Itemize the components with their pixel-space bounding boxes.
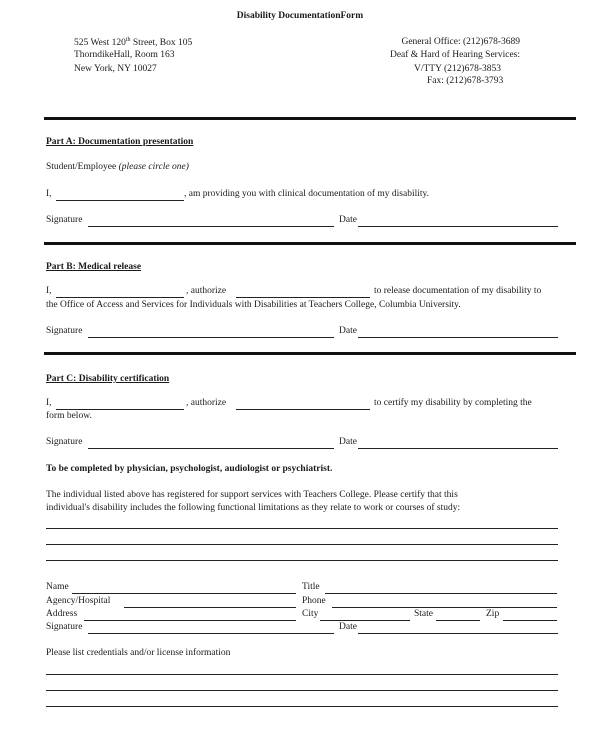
part-b-line2: the Office of Access and Services for Individuals with Disabilities at Teachers College, Columbia University. bbox=[46, 300, 461, 310]
general-office: General Office: (212)678-3689 bbox=[401, 37, 520, 47]
part-a-statement: , am providing you with clinical documentation of my disability. bbox=[184, 189, 430, 199]
part-c-signature-label: Signature bbox=[46, 437, 83, 447]
part-c-heading: Part C: Disability certification bbox=[46, 374, 170, 384]
name-label: Name bbox=[46, 582, 69, 592]
agency-label: Agency/Hospital bbox=[46, 596, 111, 606]
part-c-name-prefix: I, bbox=[46, 398, 52, 408]
part-b-authorize-field[interactable] bbox=[236, 287, 370, 298]
part-b-date-field[interactable] bbox=[358, 327, 558, 338]
phone-field[interactable] bbox=[332, 597, 557, 608]
address-room: ThorndikeHall, Room 163 bbox=[74, 50, 175, 60]
part-b-name-prefix: I, bbox=[46, 286, 52, 296]
limitations-line[interactable] bbox=[46, 560, 558, 561]
phone-label: Phone bbox=[302, 596, 326, 606]
part-c-authorize-field[interactable] bbox=[236, 399, 370, 410]
part-a-date-field[interactable] bbox=[358, 216, 558, 227]
divider bbox=[44, 352, 576, 355]
credentials-line[interactable] bbox=[46, 674, 558, 675]
physician-date-field[interactable] bbox=[358, 623, 558, 634]
part-a-signature-label: Signature bbox=[46, 215, 83, 225]
physician-para-1: The individual listed above has registered for support services with Teachers College. Please certify that this bbox=[46, 490, 458, 500]
physician-heading: To be completed by physician, psychologist, audiologist or psychiatrist. bbox=[46, 464, 333, 474]
address-street: 525 West 120th Street, Box 105 bbox=[74, 37, 193, 49]
part-a-date-label: Date bbox=[339, 215, 357, 225]
part-b-authorize: , authorize bbox=[186, 286, 227, 296]
part-c-line2: form below. bbox=[46, 411, 92, 421]
title-label: Title bbox=[302, 582, 320, 592]
deaf-services: Deaf & Hard of Hearing Services: bbox=[389, 50, 520, 60]
part-b-signature-field[interactable] bbox=[88, 327, 334, 338]
state-field[interactable] bbox=[436, 610, 480, 621]
state-label: State bbox=[414, 609, 433, 619]
part-c-certify-text: to certify my disability by completing the bbox=[374, 398, 532, 408]
zip-field[interactable] bbox=[503, 610, 557, 621]
physician-signature-label: Signature bbox=[46, 622, 83, 632]
credentials-line[interactable] bbox=[46, 706, 558, 707]
title-field[interactable] bbox=[325, 583, 557, 594]
part-c-date-label: Date bbox=[339, 437, 357, 447]
address-city: New York, NY 10027 bbox=[74, 64, 157, 74]
city-field[interactable] bbox=[320, 610, 410, 621]
agency-field[interactable] bbox=[124, 597, 296, 608]
part-c-name-field[interactable] bbox=[56, 399, 184, 410]
part-b-name-field[interactable] bbox=[56, 287, 184, 298]
part-b-heading: Part B: Medical release bbox=[46, 262, 142, 272]
part-a-signature-field[interactable] bbox=[88, 216, 334, 227]
physician-signature-field[interactable] bbox=[88, 623, 334, 634]
zip-label: Zip bbox=[486, 609, 500, 619]
part-c-authorize: , authorize bbox=[186, 398, 227, 408]
limitations-line[interactable] bbox=[46, 528, 558, 529]
part-c-signature-field[interactable] bbox=[88, 438, 334, 449]
physician-date-label: Date bbox=[339, 622, 357, 632]
credentials-label: Please list credentials and/or license information bbox=[46, 648, 231, 658]
divider bbox=[44, 242, 576, 245]
part-c-date-field[interactable] bbox=[358, 438, 558, 449]
name-field[interactable] bbox=[72, 583, 296, 594]
divider bbox=[44, 117, 576, 120]
part-a-name-field[interactable] bbox=[56, 190, 184, 201]
fax: Fax: (212)678-3793 bbox=[427, 76, 504, 86]
form-title: Disability DocumentationForm bbox=[236, 11, 364, 21]
limitations-line[interactable] bbox=[46, 544, 558, 545]
role-line: Student/Employee (please circle one) bbox=[46, 162, 189, 172]
part-b-release-text: to release documentation of my disability to bbox=[374, 286, 542, 296]
vtty: V/TTY (212)678-3853 bbox=[414, 64, 501, 74]
physician-para-2: individual's disability includes the following functional limitations as they relate to work or courses of study: bbox=[46, 503, 461, 513]
address-field[interactable] bbox=[84, 610, 296, 621]
part-b-date-label: Date bbox=[339, 326, 357, 336]
address-label: Address bbox=[46, 609, 78, 619]
credentials-line[interactable] bbox=[46, 690, 558, 691]
city-label: City bbox=[302, 609, 319, 619]
part-a-heading: Part A: Documentation presentation bbox=[46, 137, 194, 147]
part-b-signature-label: Signature bbox=[46, 326, 83, 336]
part-a-name-prefix: I, bbox=[46, 189, 52, 199]
